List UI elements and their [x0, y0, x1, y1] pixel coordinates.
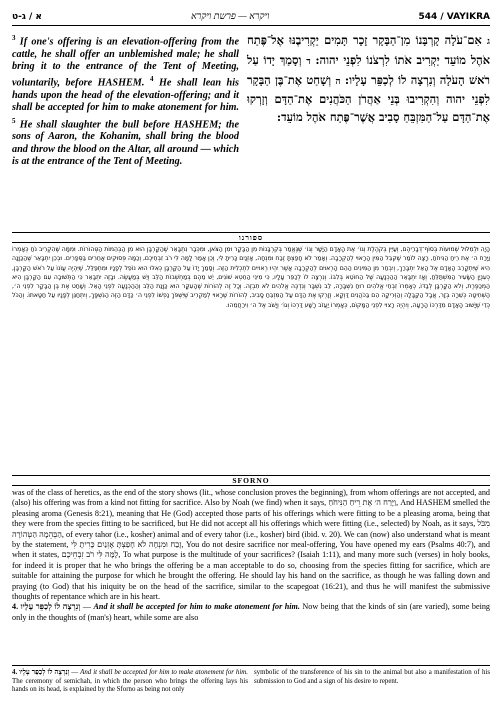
notes-divider [12, 665, 490, 666]
header-chapter-verse: א / ג-ט [12, 12, 42, 22]
verse-number: 3 [12, 34, 16, 42]
note-text: The ceremony of semichah, in which the person who brings the offering lays his hands on its head, is explained by the Sforno as being not only [12, 677, 248, 694]
verse-number: 4 [149, 75, 154, 84]
hebrew-verse-number: ד [306, 56, 311, 67]
header-page-number: 544 / VAYIKRA [418, 12, 490, 22]
hebrew-verses [247, 32, 490, 230]
sforno-label [12, 475, 490, 486]
verse-number: 5 [12, 116, 16, 125]
footnotes [12, 669, 490, 695]
hebrew-commentary: הָיָה וּלְמִלּוּל שְׁמוּעוֹת בְּסוֹף־דְּבָרֵיהֶם, וְעַיֵּין בְּקֹהֶלֶת וְגוֹ׳ אֶת הָאָדָם הַיָּשָׁר וְגוֹ׳ שֶׁנֶּאֱמַר בְּקִרְבָּנוֹת מִן הַבָּקָר וּמִן הַצֹּאן, וּמִכְּבָר נִתְבָּאֵר שֶׁהַקָּרְבָּן הוּא מִן הַבְּהֵמוֹת הַטְּהוֹרוֹת. וּמִמָּה שֶׁהִקְרִיב נֹחַ כְּאָמְרוֹ וַיָּרַח ה׳ אֶת רֵיחַ הַנִּיחֹחַ, רָצָה לוֹמַר שֶׁקִּבֵּל הַמִּין הָרָאוּי לְהַקְרָבָה. וְאָמַר לֹא חָפַצְתָּ זֶבַח וּמִנְחָה, אָזְנַיִם כָּרִיתָ לִּי, וְכֵן אָמַר לָמָּה לִּי רֹב זִבְחֵיכֶם, וְכַמָּה פְּסוּקִים אֲחֵרִים בַּסְּפָרִים. וּבְכֵן יִתְבָּאֵר שֶׁהַכַּוָּנָה הִיא שֶׁיִּתְקָרֵב הָאָדָם אֶל הָאֵל יִתְבָּרַךְ, וְיִבְחַר מִן הַמִּינִים הַהֵם הָרְאוּיִם לְהַקְרָבָה אֲשֶׁר יִהְיוּ רְאוּיִים לִתְכְלִית הַזֶּה. וְסָמַךְ יָדוֹ עַל הַקָּרְבָּן כְּאִלּוּ הוּא נוֹפֵל לְפָנָיו וּמִתְפַּלֵּל, שֶׁיִּהְיֶה עֲוֹנוֹ עַל רֹאשׁ הַקָּרְבָּן, כְּעִנְיַן הַשָּׂעִיר הַמִּשְׁתַּלֵּחַ, וְאָז יִתְבָּאֵר הַהַכְנָעָה שֶׁל הַחוֹטֵא בְּלִבּוֹ. וְנִרְצָה לוֹ לְכַפֵּר עָלָיו, כִּי מִינֵי הַחֵטְא שׁוֹנִים, יֵשׁ מֵהֶם בְּמַחְשְׁבוֹת הַלֵּב וְיֵשׁ בְּמַעֲשֶׂה. וּבָזֶה יִתְבָּאֵר כִּי הַתְּשׁוּבָה עִם הַקָּרְבָּן הִיא הַמְכַפֶּרֶת, וְלֹא הַקָּרְבָּן לְבַדּוֹ, כְּאָמְרוֹ זִבְחֵי אֱלֹהִים רוּחַ נִשְׁבָּרָה, לֵב נִשְׁבָּר וְנִדְכֶּה אֱלֹהִים לֹא תִבְזֶה. וְכָל זֶה לְהוֹרוֹת שֶׁהָעִקָּר הוּא כַּוָּנַת הַלֵּב וְהַהַכְנָעָה לִפְנֵי הָאֵל. וְשָׁחַט אֶת בֶּן הַבָּקָר לִפְנֵי ה׳, הַשְּׁחִיטָה כְּשֵׁרָה בְּזָר, אֲבָל הַקַּבָּלָה וְהַזְּרִיקָה הֵם בַּכֹּהֲנִים דַּוְקָא. וְזָרְקוּ אֶת הַדָּם עַל הַמִּזְבֵּחַ סָבִיב, לְהוֹרוֹת שֶׁרָאוּי לְמַקְרִיב שֶׁיִּשְׁפֹּךְ נַפְשׁוֹ לִפְנֵי ה׳ כַּדָּם הַזֶּה הַנִּשְׁפָּךְ, וְיִתְחַנֵּן לְפָנָיו עַל חַטָּאתוֹ. וְהַכֹּל כְּדֵי שֶׁיָּשׁוּב הָאָדָם מִדַּרְכּוֹ הָרָעָה, וְיִהְיֶה רָצוּי לִפְנֵי הַמָּקוֹם, כְּאָמְרוֹ יַעֲזֹב רָשָׁע דַּרְכּוֹ וְגוֹ׳ וְיָשֹׁב אֶל ה׳ וִירַחֲמֵהוּ. [12, 246, 490, 309]
page [12, 8, 490, 695]
hebrew-commentary-label-text: ספורנו [233, 233, 269, 242]
verse-text: If one's offering is an elevation-offering from the cattle, he shall offer an unblemished male; he shall bring it to the entrance of the Tent of Meeting, voluntarily, before HASHEM. [12, 36, 239, 89]
hebrew-verse-number: ג [487, 37, 490, 47]
hebrew-verse-text: וְשָׁחַט אֶת־בֶּן הַבָּקָר לִפְנֵי יהוה וְהִקְרִיבוּ בְּנֵי אַהֲרֹן הַכֹּהֲנִים אֶת־הַדָּם וְזָרְקוּ אֶת־הַדָּם עַל־הַמִּזְבֵּחַ סָבִיב אֲשֶׁר־פֶּתַח אֹהֶל מוֹעֵד: [247, 72, 490, 125]
sforno-label-text: SFORNO [226, 476, 275, 485]
footnote-right-column: symbolic of the transference of his sin to the animal but also a manifestation of his submission to God and a sign of his desire to repent. [254, 669, 490, 685]
hebrew-verse-number: ה [335, 76, 341, 87]
hebrew-commentary-label [12, 232, 490, 243]
verse-text: He shall slaughter the bull before HASHEM; the sons of Aaron, the Kohanim, shall bring the blood and throw the blood on the Altar, all around — which is at the entrance of the Tent of Meeting. [12, 118, 239, 167]
header-parashah: ויקרא — פרשת ויקרא [190, 12, 270, 22]
sforno-verse4-label: 4. וְנִרְצָה לוֹ לְכַפֵּר עָלָיו [12, 602, 81, 612]
running-header [12, 8, 490, 26]
note-verse-translation: And it shall be accepted for him to make atonement for him. [80, 669, 248, 676]
note-verse-label: 4. וְנִרְצָה לוֹ לְכַפֵּר עָלָיו [12, 669, 70, 676]
english-translation [12, 32, 247, 230]
verse-block [12, 32, 490, 230]
verse-text: He shall lean his hands upon the head of the elevation-offering; and it shall be accepted for him to make atonement for him. [12, 77, 239, 114]
sforno-verse4-translation: And it shall be accepted for him to make atonement for him. [93, 602, 300, 612]
sforno-verse4-text: Now being that the kinds of sin (are varied), some being only in the thoughts of (man's) heart, while some are also [12, 602, 490, 622]
hebrew-verse-text: וְסָמַךְ יָדוֹ עַל רֹאשׁ הָעֹלָה וְנִרְצָה לוֹ לְכַפֵּר עָלָיו: [247, 52, 490, 87]
sforno-english-commentary: was of the class of heretics, as the end of the story shows (lit., whose conclusion proves the beginning), from whom offerings are not accepted, and (also) his offering was from a kind not fitting for sacrifice. Also by Noah (we find) when it says, וַיָּרַח ה׳ אֶת רֵיחַ הַנִּיחֹחַ, And HASHEM smelled the pleasing aroma (Genesis 8:21), meaning that He (God) accepted those parts of his offerings which were fitting to be a pleasing aroma, being that they were from the species fitting to be sacrificed, but He did not accept all his offerings which were fitting (i.e., selected) by Noah, as it says, מִכֹּל הַבְּהֵמָה הַטְּהוֹרָה, of every tahor (i.e., kosher) animal and of every tahor (i.e., kosher) bird (ibid. v. 20). We can (now) also understand what is meant by the statement, זֶבַח וּמִנְחָה לֹא חָפַצְתָּ אָזְנַיִם כָּרִיתָ לִּי, You do not desire sacrifice nor meal-offering, You have opened my ears (Psalms 40:7), and when it states, לָמָּה לִּי רֹב זִבְחֵיכֶם, To what purpose is the multitude of your sacrifices? (Isaiah 1:11), and many more such (verses) in holy books, for indeed it is proper that he who brings the offering be a man acceptable to do so, choosing from the species fitting for sacrifice, which are suitable for attaining the purpose for which he brought the offering. He should lay his hand on the sacrifice, as though he was falling down and praying (to God) that his iniquity be on the head of the sacrifice, similar to the scapegoat (16:21), and thus he will manifest the submissive thoughts of repentance which are in his heart. 4. וְנִרְצָה לוֹ לְכַפֵּר עָלָיו — And it shall be accepted for him to make atonement for him. Now being that the kinds of sin (are varied), some being only in the thoughts of (man's) heart, while some are also [12, 488, 490, 622]
sforno-text: was of the class of heretics, as the end of the story shows (lit., whose conclusion proves the beginning), from whom offerings are not accepted, and (also) his offering was from a kind not fitting for sacrifice. Also by Noah (we find) when it says, וַיָּרַח ה׳ אֶת רֵיחַ הַנִּיחֹחַ, And HASHEM smelled the pleasing aroma (Genesis 8:21), meaning that He (God) accepted those parts of his offerings which were fitting to be a pleasing aroma, being that they were from the species fitting to be sacrificed, but He did not accept all his offerings which were fitting (i.e., selected) by Noah, as it says, מִכֹּל הַבְּהֵמָה הַטְּהוֹרָה, of every tahor (i.e., kosher) animal and of every tahor (i.e., kosher) bird (ibid. v. 20). We can (now) also understand what is meant by the statement, זֶבַח וּמִנְחָה לֹא חָפַצְתָּ אָזְנַיִם כָּרִיתָ לִּי, You do not desire sacrifice nor meal-offering, You have opened my ears (Psalms 40:7), and when it states, לָמָּה לִּי רֹב זִבְחֵיכֶם, To what purpose is the multitude of your sacrifices? (Isaiah 1:11), and many more such (verses) in holy books, for indeed it is proper that he who brings the offering be a man acceptable to do so, choosing from the species fitting for sacrifice, which are suitable for attaining the purpose for which he brought the offering. He should lay his hand on the sacrifice, as though he was falling down and praying (to God) that his iniquity be on the head of the sacrifice, similar to the scapegoat (16:21), and thus he will manifest the submissive thoughts of repentance which are in his heart. [12, 488, 490, 602]
hebrew-verse-text: אִם־עֹלָה קָרְבָּנוֹ מִן־הַבָּקָר זָכָר תָּמִים יַקְרִיבֶנּוּ אֶל־פֶּתַח אֹהֶל מוֹעֵד יַקְרִיב אֹתוֹ לִרְצֹנוֹ לִפְנֵי יהוה: [247, 33, 491, 67]
footnote-left-column: 4. וְנִרְצָה לוֹ לְכַפֵּר עָלָיו — And it shall be accepted for him to make atonement for him. The ceremony of semichah, in which the person who brings the offering lays his hands on its head, is explained by the Sforno as being not only [12, 669, 248, 694]
